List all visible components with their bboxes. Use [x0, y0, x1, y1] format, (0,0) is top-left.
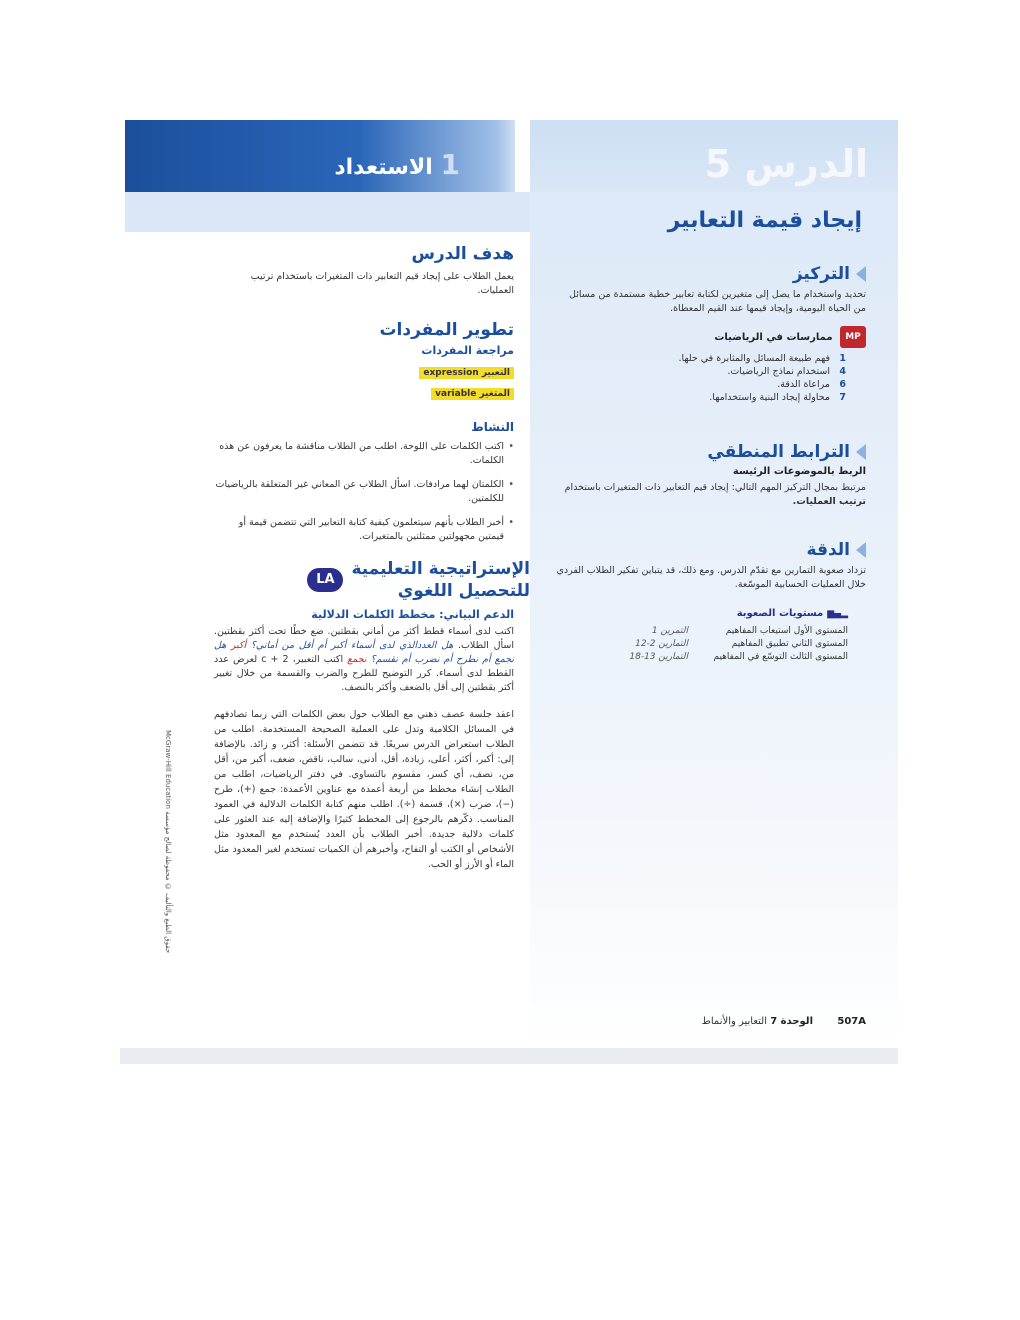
list-item: • أخبر الطلاب بأنهم سيتعلمون كيفية كتابة التعابير التي تتضمن قيمة أو قيمتين مجهولتين ممثلتين بالمتغيرات.: [214, 516, 514, 544]
strategy-section: [214, 608, 514, 872]
difficulty-section: [548, 608, 848, 664]
practices-list: [556, 352, 866, 404]
strategy-paragraph-2: اعقد جلسة عصف ذهني مع الطلاب حول بعض الكلمات التي ربما تصادفهم في المسائل الكلامية وتدل على العملية الصحيحة المستخدمة. اطلب من الطلاب استعراض الدرس سريعًا. قد تتضمن الأسئلة: أكثر، و زائد. بالإضافة إلى: أكبر، أكثر، أعلى، زيادة، أقل، أدنى، سالب، ناقص، ضعف، أكبر من، أقل من، نصف، أي كسر، مقسوم بالتساوي. في دفتر الرياضيات، اطلب من الطلاب إنشاء مخطط من أربعة أعمدة مع عناوين الأعمدة: جمع (+)، طرح (−)، ضرب (×)، قسمة (÷). اطلب منهم كتابة الكلمات الدلالية في العمود المناسب. ذكّرهم بالرجوع إلى المخطط كثيرًا والإضافة إليه عند العثور على كلمات دلالية جديدة. أخبر الطلاب بأن العدد يُستخدم مع المعدود مثل الأشخاص أو الكتب أو التفاح، وأخبرهم أن الكميات تستخدم لغير المعدود مثل الماء أو الأرز أو الحب.: [214, 709, 514, 870]
practice-item: 1فهم طبيعة المسائل والمثابرة في حلها.: [678, 353, 846, 364]
vocab-sub: مراجعة المفردات: [421, 344, 514, 357]
list-item: • الكلمتان لهما مرادفات. اسأل الطلاب عن المعاني غير المتعلقة بالرياضيات للكلمتين.: [214, 478, 514, 506]
focus-text: تحديد واستخدام ما يصل إلى متغيرين لكتابة تعابير خطية مستمدة من مسائل من الحياة اليومية، وإيجاد قيمها عند القيم المعطاة.: [569, 289, 866, 314]
strategy-heading-2: للتحصيل اللغوي: [397, 581, 530, 601]
page: [120, 120, 898, 1063]
triangle-icon: [856, 444, 866, 460]
lesson-number: الدرس 5: [704, 142, 868, 186]
vocab-term: التعبير expression: [419, 367, 514, 379]
coherence-heading: الترابط المنطقي: [556, 442, 866, 462]
practice-item: 6مراعاة الدقة.: [777, 379, 846, 390]
difficulty-row: المستوى الثاني تطبيق المفاهيم التمارين 2-12: [635, 639, 848, 649]
focus-section: [556, 264, 866, 404]
lesson-title: إيجاد قيمة التعابير: [667, 208, 862, 233]
math-practices-icon: MP: [840, 326, 866, 348]
triangle-icon: [856, 266, 866, 282]
prep-number: 1: [440, 148, 460, 181]
prep-title: [334, 148, 468, 181]
activity-section: [214, 420, 514, 554]
strategy-heading-1: الإستراتيجية التعليمية: [351, 559, 530, 579]
rigor-heading: الدقة: [546, 540, 866, 560]
practice-item: 7محاولة إيجاد البنية واستخدامها.: [709, 392, 846, 403]
difficulty-row: المستوى الثالث التوسّع في المفاهيم التمارين 13-18: [629, 652, 848, 662]
unit-title: التعابير والأنماط: [701, 1016, 768, 1027]
rigor-section: [546, 540, 866, 592]
la-badge-icon: LA: [307, 568, 343, 592]
objective-text: يعمل الطلاب على إيجاد قيم التعابير ذات المتغيرات باستخدام ترتيب العمليات.: [250, 271, 514, 296]
activity-list: [214, 440, 514, 544]
coherence-section: [556, 442, 866, 509]
coherence-sub: الربط بالموضوعات الرئيسة: [732, 466, 866, 477]
vocab-heading: تطوير المفردات: [379, 320, 514, 340]
bars-icon: ▂▄▆: [827, 609, 848, 619]
difficulty-heading: ▂▄▆مستويات الصعوبة: [736, 608, 848, 619]
list-item: • اكتب الكلمات على اللوحة. اطلب من الطلاب مناقشة ما يعرفون عن هذه الكلمات.: [214, 440, 514, 468]
copyright-note: حقوق الطبع والتأليف © محفوظة لصالح مؤسسة McGraw-Hill Education: [164, 730, 172, 954]
page-number: 507A: [837, 1016, 866, 1027]
practices-heading: MP ممارسات في الرياضيات: [556, 326, 866, 348]
activity-heading: النشاط: [471, 420, 514, 434]
unit-label: الوحدة 7: [770, 1016, 813, 1027]
prep-label: الاستعداد: [334, 155, 433, 180]
objective-section: [214, 244, 514, 298]
strategy-heading-block: [212, 558, 530, 602]
vocab-section: [214, 320, 514, 402]
triangle-icon: [856, 542, 866, 558]
difficulty-row: المستوى الأول استيعاب المفاهيم التمرين 1: [651, 626, 848, 636]
support-heading: الدعم البياني: مخطط الكلمات الدلالية: [311, 608, 514, 621]
objective-heading: هدف الدرس: [411, 244, 514, 264]
practice-item: 4استخدام نماذج الرياضيات.: [727, 366, 846, 377]
focus-heading: التركيز: [556, 264, 866, 284]
strategy-paragraph-1: اكتب لدى أسماء قطط أكثر من أماني بقطتين. ضع خطًا تحت أكثر بقطتين. اسأل الطلاب. هل العددالذي لدى أسماء أكبر أم أقل من أماني؟ أكبر هل نجمع أم نطرح أم نضرب أم نقسم؟ نجمع اكتب التعبير، 2 + c لعرض عدد القطط لدى أسماء. كرر التوضيح للطرح والضرب والقسمة من خلال تغيير أكثر بقطتين إلى أقل بالضعف وأكثر بالنصف.: [214, 626, 515, 693]
vocab-term: المتغير variable: [431, 388, 514, 400]
coherence-text: مرتبط بمجال التركيز المهم التالي: إيجاد قيم التعابير ذات المتغيرات باستخدام ترتيب العمليات.: [564, 482, 866, 507]
prep-subband: [125, 192, 530, 232]
page-footer: [702, 1016, 866, 1027]
page-bottom-band: [120, 1048, 898, 1064]
rigor-text: تزداد صعوبة التمارين مع تقدّم الدرس. ومع ذلك، قد يتباين تفكير الطلاب الفردي خلال العمليات الحسابية الموسّعة.: [556, 565, 866, 590]
